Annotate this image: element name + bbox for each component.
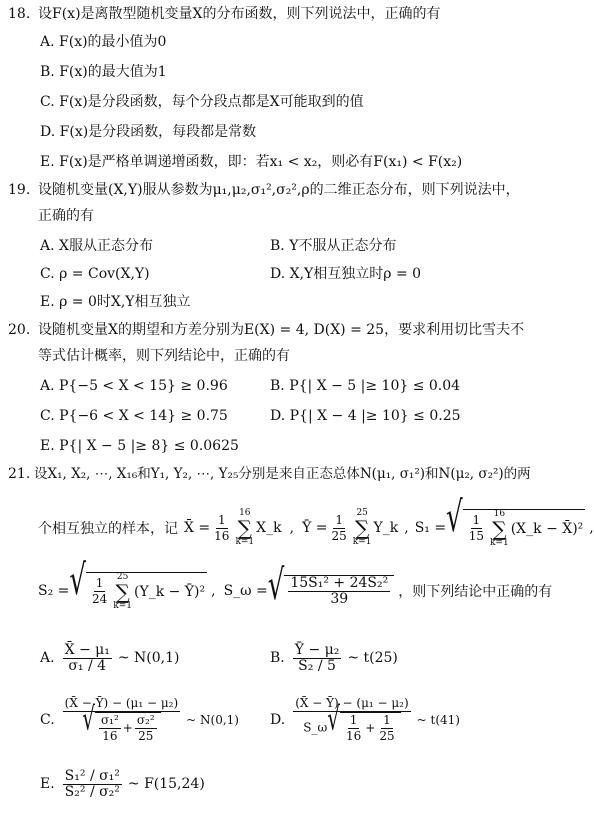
q21-number: 21. — [8, 466, 31, 482]
q18-stem: 设F(x)是离散型随机变量X的分布函数，则下列说法中，正确的有 — [38, 6, 441, 22]
q20-option-a: A. P{−5 < X < 15} ≥ 0.96 — [40, 378, 228, 394]
q21-option-b: B. $\frac{\text{Ȳ − μ₂}}{\text{S₂ / 5}}$ ~ t(25) — [270, 641, 398, 674]
q20-number: 20. — [8, 322, 31, 338]
q18-number: 18. — [8, 6, 31, 22]
q19-stem-line1: 设随机变量(X,Y)服从参数为μ₁,μ₂,σ₁²,σ₂²,ρ的二维正态分布，则下列说法中， — [38, 182, 520, 198]
q21-option-d: D. (X̄ − Ȳ) − (μ₁ − μ₂) S_ω √ $\frac{1}{16}$ + $\frac{1}{25}$ ~ t(41) — [270, 696, 460, 743]
q19-option-e: E. ρ = 0时X,Y相互独立 — [40, 294, 191, 310]
q21-stem-line2-text: 个相互独立的样本，记 — [38, 521, 178, 537]
q20-stem-line1: 设随机变量X的期望和方差分别为E(X) = 4, D(X) = 25，要求利用切比雪夫不 — [38, 322, 525, 338]
q18-option-a: A. F(x)的最小值为0 — [40, 34, 167, 50]
q19-option-a: A. X服从正态分布 — [40, 238, 153, 254]
q21-stem-line1: 设X₁, X₂, ⋯, X₁₆和Y₁, Y₂, ⋯, Y₂₅分别是来自正态总体N(μ₁, σ₁²)和N(μ₂, σ₂²)的两 — [34, 466, 531, 482]
q20-option-b: B. P{| X − 5 |≥ 10} ≤ 0.04 — [270, 378, 461, 394]
q18-option-e: E. F(x)是严格单调递增函数，即：若x₁ < x₂，则必有F(x₁) < F(x₂) — [40, 154, 463, 170]
q18-option-d: D. F(x)是分段函数，每段都是常数 — [40, 124, 257, 140]
q18-option-c: C. F(x)是分段函数，每个分段点都是X可能取到的值 — [40, 94, 364, 110]
q19-stem-line2: 正确的有 — [38, 208, 94, 224]
q19-number: 19. — [8, 182, 31, 198]
q19-option-b: B. Y不服从正态分布 — [270, 238, 397, 254]
q21-stem-line2: 个相互独立的样本，记 X̄ = $\frac{1}{16}$ 16 ∑ k=1 X_k , Ȳ = $\frac{1}{25}$ 25 ∑ k=1 Y_k , S₁ = √ $\frac{1}{15}$ 16 ∑ k=1 (X_k − X̄)² , — [38, 493, 594, 548]
q18-option-b: B. F(x)的最大值为1 — [40, 64, 167, 80]
q20-option-d: D. P{| X − 4 |≥ 10} ≤ 0.25 — [270, 408, 461, 424]
q21-option-c: C. (X̄ − Ȳ) − (μ₁ − μ₂) √ $\frac{\text{σ₁²}}{16}$ + $\frac{\text{σ₂²}}{25}$ ~ N(0,1) — [40, 696, 239, 743]
q21-stem-line3: S₂ = √ $\frac{1}{24}$ 25 ∑ k=1 (Y_k − Ȳ)² , S_ω = √ $\frac{\text{15S₁² + 24S₂²}}{39}$ ，则下列结论中正确的有 — [38, 556, 553, 611]
q19-option-d: D. X,Y相互独立时ρ = 0 — [270, 266, 422, 282]
q20-option-c: C. P{−6 < X < 14} ≥ 0.75 — [40, 408, 228, 424]
q20-stem-line2: 等式估计概率，则下列结论中，正确的有 — [38, 348, 290, 364]
q21-option-a: A. $\frac{\text{X̄ − μ₁}}{\text{σ₁ / 4}}$ ~ N(0,1) — [40, 641, 180, 674]
q20-option-e: E. P{| X − 5 |≥ 8} ≤ 0.0625 — [40, 438, 239, 454]
q21-option-e: E. $\frac{\text{S₁² / σ₁²}}{\text{S₂² / σ₂²}}$ ~ F(15,24) — [40, 767, 205, 800]
q19-option-c: C. ρ = Cov(X,Y) — [40, 266, 150, 282]
